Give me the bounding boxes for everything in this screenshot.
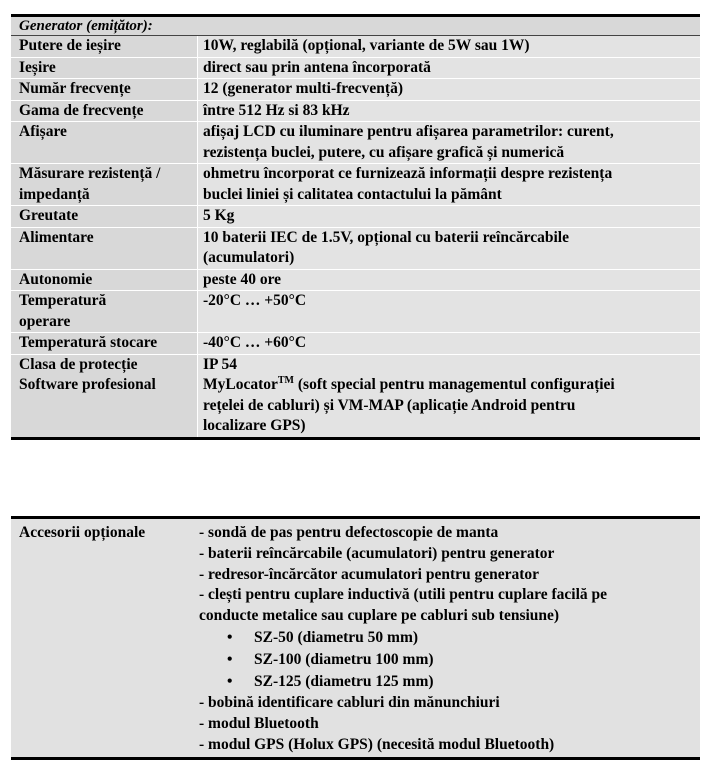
spec-label (11, 163, 197, 205)
spec-value (197, 375, 700, 437)
accessories-list (199, 523, 700, 755)
spec-label-line: Putere de ieșire (19, 37, 121, 54)
accessory-line: - redresor-încărcător acumulatori pentru generator (199, 565, 540, 583)
spec-row (11, 332, 700, 354)
spec-label: Software profesional (11, 375, 197, 437)
spec-value-line: ohmetru încorporat ce furnizează informații despre rezistența (203, 165, 613, 182)
spec-label (11, 227, 197, 269)
spec-row (11, 205, 700, 227)
clamp-sub-item (199, 649, 700, 671)
clamp-sub-item (199, 627, 700, 649)
spec-label-line: Măsurare rezistență / (19, 165, 161, 182)
accessory-item (199, 693, 700, 714)
spec-value-line: 5 Kg (203, 207, 235, 224)
clamp-model: SZ-125 (diametru 125 mm) (254, 672, 434, 690)
accessories-table (11, 516, 700, 760)
specifications-table (11, 14, 700, 440)
spec-label-line: Număr frecvențe (19, 80, 131, 97)
accessory-item (199, 544, 700, 565)
spec-value (197, 78, 700, 100)
spec-row (11, 100, 700, 122)
spec-value (197, 332, 700, 354)
software-desc: (soft special pentru managementul configurației (294, 376, 615, 393)
spec-label-line: Ieșire (19, 58, 56, 76)
trademark-sup: TM (277, 374, 294, 386)
accessory-item (199, 585, 700, 627)
spec-label-line: Alimentare (19, 228, 94, 246)
bullet-icon: • (227, 672, 233, 690)
spec-label-line: Greutate (19, 207, 79, 224)
software-name: MyLocator (203, 376, 278, 393)
spec-value (197, 100, 700, 122)
spec-label-line: Temperatură (19, 292, 107, 309)
spec-row (11, 354, 700, 376)
accessories-label: Accesorii opționale (19, 524, 146, 541)
spec-label-line: operare (19, 312, 71, 330)
spec-value (197, 354, 700, 376)
spec-label-line: Clasa de protecție (19, 355, 138, 373)
accessory-line: - modul Bluetooth (199, 714, 319, 732)
spec-label (11, 57, 197, 79)
spec-label (11, 290, 197, 332)
spec-row (11, 121, 700, 163)
generator-header: Generator (emițător): (11, 17, 700, 36)
spec-row (11, 269, 700, 291)
spec-value-line: 10 baterii IEC de 1.5V, opțional cu baterii reîncărcabile (203, 228, 569, 246)
accessory-item (199, 565, 700, 586)
clamp-model: SZ-50 (diametru 50 mm) (254, 628, 419, 646)
spec-value (197, 36, 700, 57)
spec-label (11, 354, 197, 376)
spec-label (11, 100, 197, 122)
spec-value-line: (acumulatori) (203, 249, 295, 266)
spec-label (11, 332, 197, 354)
accessory-line: - clești pentru cuplare inductivă (utili pentru cuplare facilă pe (199, 586, 608, 604)
spec-value-line: afișaj LCD cu iluminare pentru afișarea parametrilor: curent, (203, 123, 614, 140)
spec-rows (11, 36, 700, 375)
spec-label-line: impedanță (19, 185, 90, 203)
accessory-line: - sondă de pas pentru defectoscopie de manta (199, 524, 499, 541)
spec-value (197, 57, 700, 79)
spec-row (11, 36, 700, 57)
software-line: localizare GPS) (203, 417, 306, 434)
clamp-model: SZ-100 (diametru 100 mm) (254, 650, 434, 668)
spec-row (11, 57, 700, 79)
accessory-line: - baterii reîncărcabile (acumulatori) pentru generator (199, 544, 555, 562)
spec-label (11, 121, 197, 163)
accessory-line: - bobină identificare cabluri din mănunchiuri (199, 693, 500, 711)
spec-value-line: peste 40 ore (203, 270, 282, 288)
spec-value-line: între 512 Hz si 83 kHz (203, 101, 350, 119)
spec-label-line: Afișare (19, 123, 67, 140)
spec-label (11, 36, 197, 57)
accessory-item (199, 735, 700, 756)
spec-value-line: -40°C … +60°C (203, 334, 307, 351)
spec-value (197, 227, 700, 269)
spec-value (197, 290, 700, 332)
spec-value-line: rezistența buclei, putere, cu afișare grafică și numerică (203, 143, 565, 161)
spec-row-software (11, 375, 700, 437)
spec-label (11, 205, 197, 227)
spec-label (11, 78, 197, 100)
spec-value-line: 12 (generator multi-frecvență) (203, 80, 403, 97)
spec-label-line: Autonomie (19, 270, 93, 288)
spec-value (197, 269, 700, 291)
accessory-line: conducte metalice sau cuplare pe cabluri sub tensiune) (199, 607, 560, 625)
spec-label-line: Gama de frecvențe (19, 101, 144, 119)
spec-value-line: buclei liniei și calitatea contactului la pământ (203, 185, 502, 203)
spec-row (11, 290, 700, 332)
accessory-item (199, 523, 700, 544)
bullet-icon: • (227, 650, 233, 668)
spec-value (197, 205, 700, 227)
clamp-sub-item (199, 671, 700, 693)
spec-row (11, 163, 700, 205)
spec-value-line: IP 54 (203, 355, 238, 373)
spec-value-line: direct sau prin antena încorporată (203, 58, 431, 76)
spec-value (197, 163, 700, 205)
spec-value (197, 121, 700, 163)
accessory-item (199, 714, 700, 735)
spec-label (11, 269, 197, 291)
software-line: rețelei de cabluri) și VM-MAP (aplicație Android pentru (203, 396, 576, 414)
spec-value-line: 10W, reglabilă (opțional, variante de 5W sau 1W) (203, 37, 530, 54)
spec-value-line: -20°C … +50°C (203, 292, 307, 309)
spec-row (11, 227, 700, 269)
spec-label-line: Temperatură stocare (19, 334, 158, 351)
bullet-icon: • (227, 628, 233, 646)
accessory-line: - modul GPS (Holux GPS) (necesită modul Bluetooth) (199, 735, 555, 753)
spec-row (11, 78, 700, 100)
